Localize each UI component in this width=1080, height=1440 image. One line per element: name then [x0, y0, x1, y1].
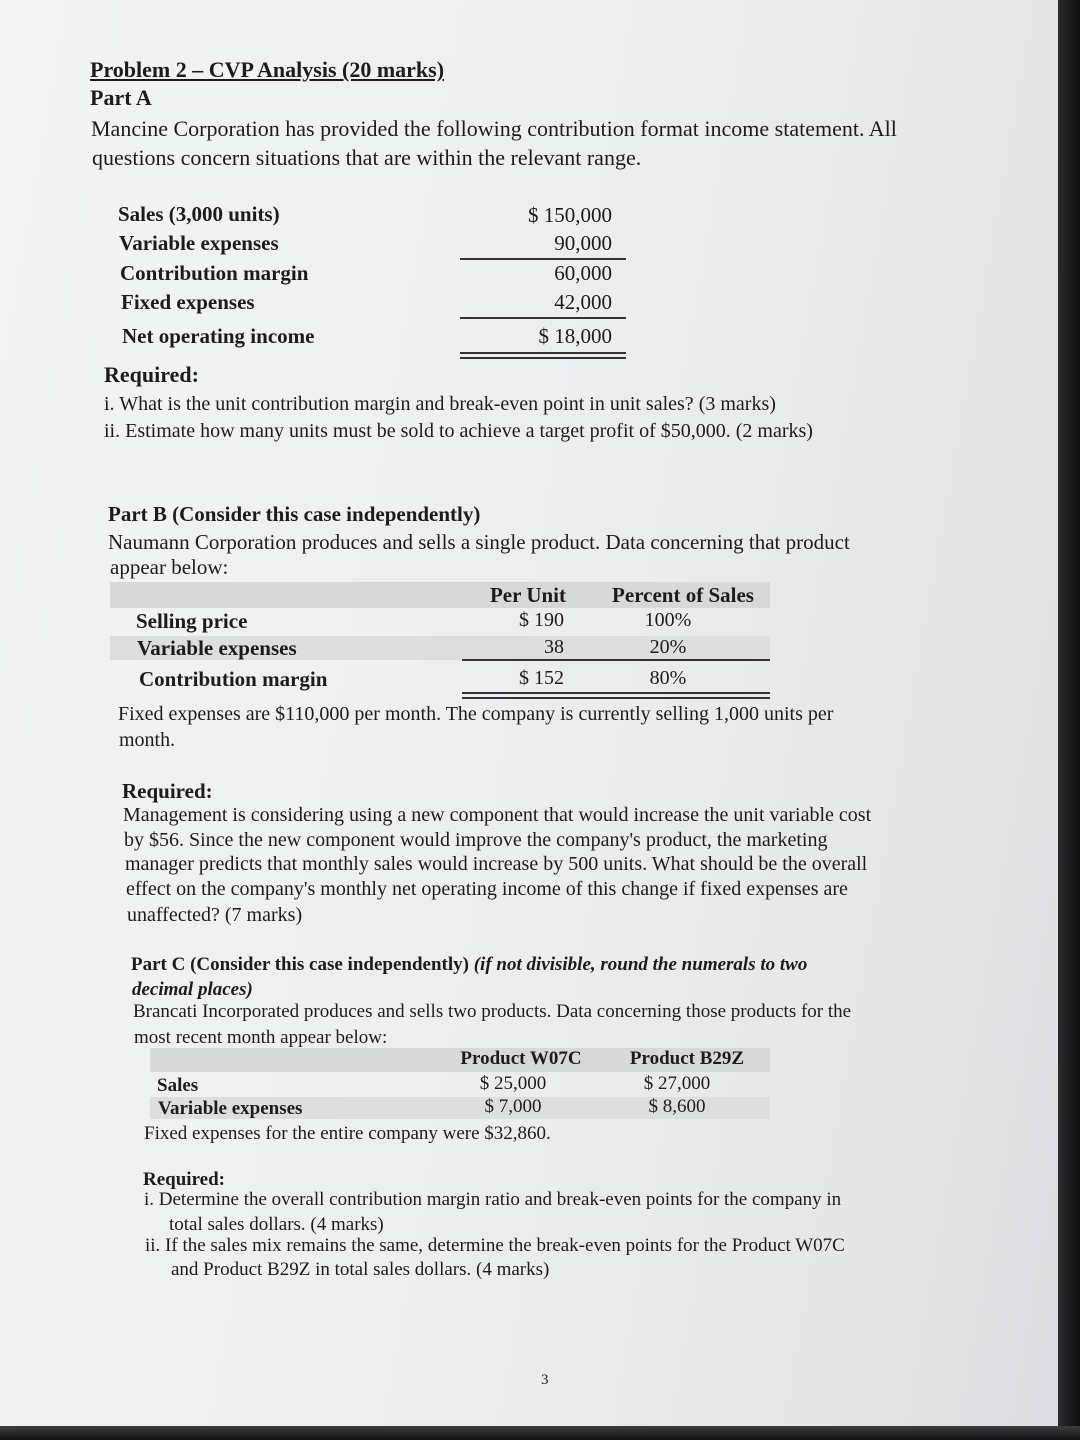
row-percent-selling-price: 100%	[644, 609, 692, 631]
col-header-per-unit: Per Unit	[489, 583, 566, 607]
row-percent-contribution-margin: 80%	[649, 667, 687, 689]
row-w07c-sales: $ 25,000	[479, 1073, 547, 1094]
row-per-unit-variable-expenses: 38	[544, 636, 564, 658]
table-double-rule	[460, 352, 626, 354]
row-per-unit-selling-price: $ 190	[519, 609, 564, 631]
part-b-required-heading: Required:	[122, 779, 213, 803]
row-label-net-operating-income: Net operating income	[122, 324, 315, 348]
part-a-required-heading: Required:	[104, 362, 199, 387]
part-c-intro-line1: Brancati Incorporated produces and sells two products. Data concerning those products for the	[133, 1001, 852, 1022]
part-a-question-2: ii. Estimate how many units must be sold to achieve a target profit of $50,000. (2 marks)	[104, 420, 813, 442]
table-rule	[460, 317, 626, 319]
screen-bezel-right	[1058, 0, 1080, 1440]
row-label-fixed-expenses: Fixed expenses	[121, 290, 255, 314]
part-c-heading-italic: (if not divisible, round the numerals to two	[473, 954, 808, 975]
col-header-b29z: Product B29Z	[629, 1048, 745, 1069]
part-b-fixed-line1: Fixed expenses are $110,000 per month. The company is currently selling 1,000 units per	[118, 703, 834, 725]
table-rule	[462, 659, 770, 661]
row-value-contribution-margin: 60,000	[554, 261, 612, 285]
row-value-variable-expenses: 90,000	[554, 231, 612, 255]
part-b-fixed-line2: month.	[119, 729, 176, 751]
table-double-rule	[460, 357, 626, 359]
screen-bezel-bottom	[0, 1426, 1080, 1440]
row-value-net-operating-income: $ 18,000	[538, 324, 612, 348]
row-label-sales-c: Sales	[157, 1075, 199, 1096]
table-rule	[460, 258, 626, 260]
row-label-selling-price: Selling price	[136, 609, 248, 633]
part-a-question-1: i. What is the unit contribution margin and break-even point in unit sales? (3 marks)	[104, 393, 776, 415]
part-a-intro-line2: questions concern situations that are within the relevant range.	[92, 145, 642, 170]
part-a-heading: Part A	[90, 85, 152, 110]
table-double-rule	[462, 692, 770, 694]
row-label-variable-expenses-b: Variable expenses	[137, 636, 297, 660]
part-b-required-line: effect on the company's monthly net operating income of this change if fixed expenses are	[126, 878, 848, 900]
row-per-unit-contribution-margin: $ 152	[519, 667, 564, 689]
part-c-heading-italic-2: decimal places)	[132, 979, 253, 1000]
row-value-sales: $ 150,000	[528, 203, 612, 227]
table-double-rule	[462, 697, 770, 699]
problem-title: Problem 2 – CVP Analysis (20 marks)	[90, 57, 445, 82]
part-b-intro-line2: appear below:	[110, 555, 229, 579]
part-a-intro-line1: Mancine Corporation has provided the following contribution format income statement. All	[91, 116, 897, 141]
row-label-variable-expenses-c: Variable expenses	[158, 1098, 303, 1119]
col-header-w07c: Product W07C	[460, 1048, 582, 1069]
row-label-sales: Sales (3,000 units)	[118, 202, 280, 226]
part-c-intro-line2: most recent month appear below:	[134, 1027, 388, 1048]
row-percent-variable-expenses: 20%	[649, 636, 687, 658]
part-c-required-heading: Required:	[143, 1169, 225, 1190]
row-b29z-sales: $ 27,000	[643, 1073, 711, 1094]
part-c-question-2-line2: and Product B29Z in total sales dollars. (4 marks)	[171, 1259, 550, 1280]
part-c-fixed-line: Fixed expenses for the entire company were $32,860.	[144, 1123, 551, 1144]
part-b-required-line: unaffected? (7 marks)	[127, 904, 303, 926]
part-b-required-line: by $56. Since the new component would improve the company's product, the marketing	[124, 829, 828, 851]
part-c-heading	[131, 954, 807, 976]
part-b-intro-line1: Naumann Corporation produces and sells a single product. Data concerning that product	[108, 530, 850, 554]
col-header-percent-of-sales: Percent of Sales	[612, 583, 754, 607]
part-c-question-2-line1: ii. If the sales mix remains the same, determine the break-even points for the Product W07C	[145, 1235, 845, 1256]
part-c-question-1-line2: total sales dollars. (4 marks)	[169, 1214, 384, 1235]
row-w07c-variable-expenses: $ 7,000	[484, 1096, 542, 1117]
row-b29z-variable-expenses: $ 8,600	[648, 1096, 706, 1117]
row-label-contribution-margin-b: Contribution margin	[139, 667, 328, 691]
row-value-fixed-expenses: 42,000	[554, 290, 612, 314]
part-b-required-line: Management is considering using a new component that would increase the unit variable cost	[123, 804, 872, 826]
row-label-contribution-margin: Contribution margin	[120, 261, 309, 285]
row-label-variable-expenses: Variable expenses	[119, 231, 279, 255]
part-b-heading: Part B (Consider this case independently)	[108, 502, 481, 526]
page-number: 3	[541, 1372, 549, 1388]
part-c-heading-bold: Part C (Consider this case independently)	[131, 954, 469, 975]
part-b-required-line: manager predicts that monthly sales would increase by 500 units. What should be the overall	[125, 853, 868, 875]
part-c-question-1-line1: i. Determine the overall contribution margin ratio and break-even points for the company in	[144, 1189, 842, 1210]
